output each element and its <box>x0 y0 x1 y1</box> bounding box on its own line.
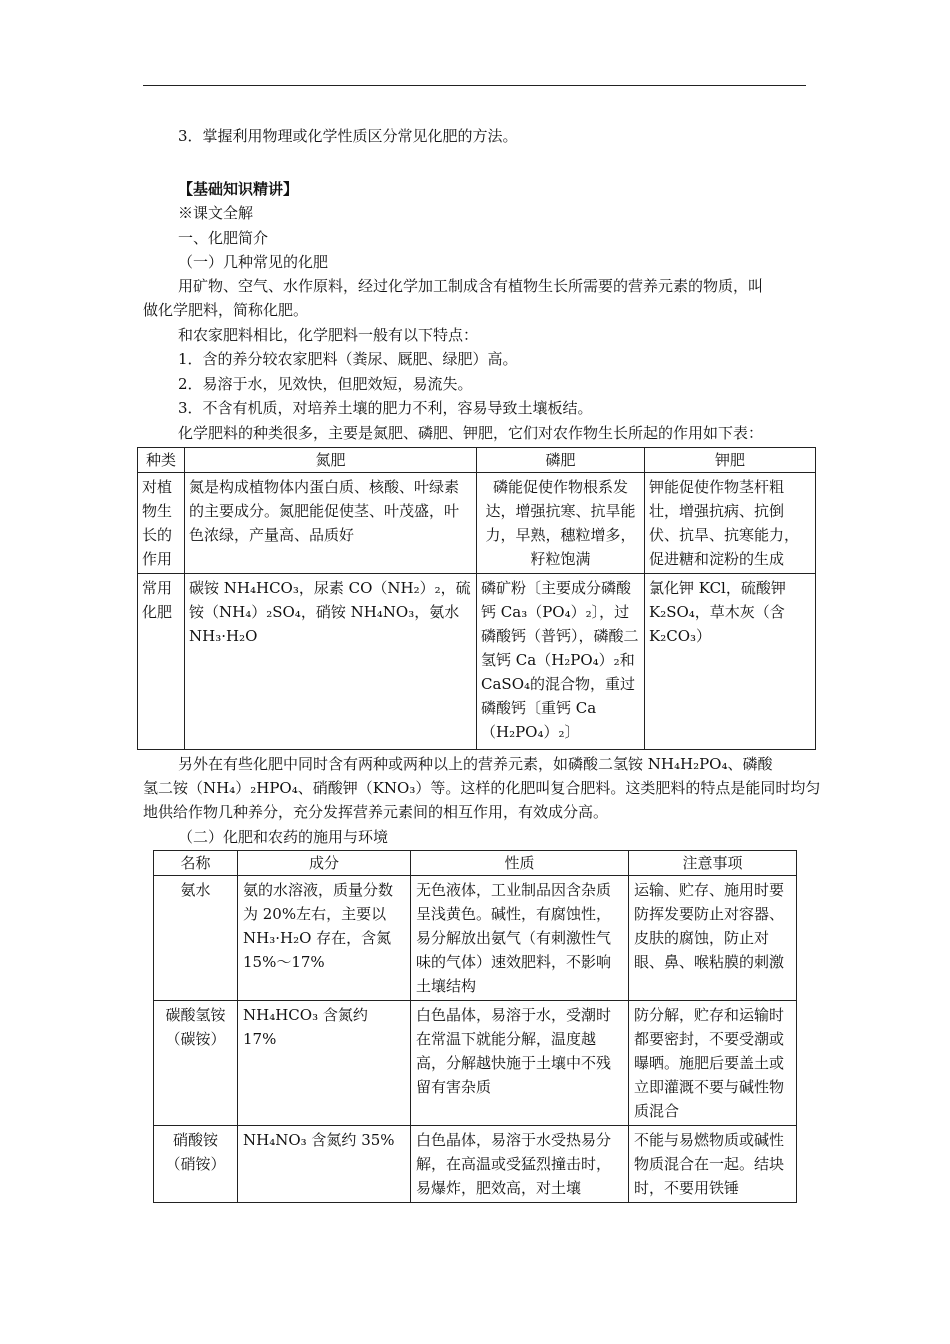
compound-line-2: 氢二铵（NH₄）₂HPO₄、硝酸钾（KNO₃）等。这样的化肥叫复合肥料。这类肥料的特点是能同时均匀 <box>143 779 821 797</box>
table1-header-row <box>138 448 816 473</box>
table2-component: NH₄NO₃ 含氮约 35% <box>238 1126 411 1203</box>
table1-phosphorus-role: 磷能促使作物根系发达，增强抗寒、抗旱能力，早熟，穗粒增多，籽粒饱满 <box>477 473 645 574</box>
table2-name: 硝酸铵（硝铵） <box>154 1126 238 1203</box>
compound-line-3: 地供给作物几种养分，充分发挥营养元素间的相互作用，有效成分高。 <box>143 803 609 821</box>
table2-property: 无色液体，工业制品因含杂质呈浅黄色。碱性，有腐蚀性，易分解放出氨气（有刺激性气味的气体）速效肥料，不影响土壤结构 <box>411 876 629 1001</box>
table1-phosphorus-common: 磷矿粉〔主要成分磷酸钙 Ca₃（PO₄）₂〕，过磷酸钙（普钙），磷酸二氢钙 Ca（H₂PO₄）₂和 CaSO₄的混合物，重过磷酸钙〔重钙 Ca（H₂PO₄）₂〕 <box>477 574 645 750</box>
part1-1-heading: （一）几种常见的化肥 <box>178 253 329 271</box>
table2-header-row <box>154 851 797 876</box>
part1-heading: 一、化肥简介 <box>178 229 269 247</box>
table1-row-common-label: 常用化肥 <box>138 574 185 750</box>
table1-row-role-label: 对植物生长的作用 <box>138 473 185 574</box>
table2-header-name: 名称 <box>154 851 238 876</box>
objective-3: 3．掌握利用物理或化学性质区分常见化肥的方法。 <box>178 127 518 145</box>
compound-line-1: 另外在有些化肥中同时含有两种或两种以上的营养元素，如磷酸二氢铵 NH₄H₂PO₄、磷酸 <box>178 755 773 773</box>
table2-component: NH₄HCO₃ 含氮约 17% <box>238 1001 411 1126</box>
feature-1: 1．含的养分较农家肥料（粪尿、厩肥、绿肥）高。 <box>178 350 518 368</box>
table2-name: 氨水 <box>154 876 238 1001</box>
table2-property: 白色晶体，易溶于水受热易分解，在高温或受猛烈撞击时，易爆炸，肥效高，对土壤 <box>411 1126 629 1203</box>
definition-line-2: 做化学肥料，简称化肥。 <box>143 301 309 319</box>
table2-header-notes: 注意事项 <box>629 851 797 876</box>
part1-2-heading: （二）化肥和农药的施用与环境 <box>178 828 389 846</box>
compare-line: 和农家肥料相比，化学肥料一般有以下特点： <box>178 326 479 344</box>
table2-header-component: 成分 <box>238 851 411 876</box>
section-heading: 【基础知识精讲】 <box>178 180 299 198</box>
table2-row <box>154 1126 797 1203</box>
sub-heading: ※课文全解 <box>178 204 254 222</box>
table1-potassium-common: 氯化钾 KCl，硫酸钾 K₂SO₄，草木灰（含 K₂CO₃） <box>645 574 816 750</box>
table1-row-role <box>138 473 816 574</box>
table2-row <box>154 876 797 1001</box>
header-rule <box>143 85 806 86</box>
table1-header-potassium: 钾肥 <box>645 448 816 473</box>
table1-nitrogen-role: 氮是构成植物体内蛋白质、核酸、叶绿素的主要成分。氮肥能促使茎、叶茂盛，叶色浓绿，产量高、品质好 <box>185 473 477 574</box>
table1-header-nitrogen: 氮肥 <box>185 448 477 473</box>
feature-2: 2．易溶于水，见效快，但肥效短，易流失。 <box>178 375 473 393</box>
table1-potassium-role: 钾能促使作物茎杆粗壮，增强抗病、抗倒伏、抗旱、抗寒能力，促进糖和淀粉的生成 <box>645 473 816 574</box>
feature-3: 3．不含有机质，对培养土壤的肥力不利，容易导致土壤板结。 <box>178 399 593 417</box>
table1-header-type: 种类 <box>138 448 185 473</box>
fertilizer-role-table <box>137 447 816 750</box>
table2-header-property: 性质 <box>411 851 629 876</box>
table1-intro: 化学肥料的种类很多，主要是氮肥、磷肥、钾肥，它们对农作物生长所起的作用如下表： <box>178 424 764 442</box>
table2-notes: 不能与易燃物质或碱性物质混合在一起。结块时，不要用铁锤 <box>629 1126 797 1203</box>
table2-notes: 防分解，贮存和运输时都要密封，不要受潮或曝晒。施肥后要盖土或立即灌溉不要与碱性物质混合 <box>629 1001 797 1126</box>
table2-component: 氨的水溶液，质量分数为 20%左右，主要以 NH₃·H₂O 存在，含氮 15%～17% <box>238 876 411 1001</box>
fertilizer-usage-table <box>153 850 797 1203</box>
table1-header-phosphorus: 磷肥 <box>477 448 645 473</box>
table2-property: 白色晶体，易溶于水，受潮时在常温下就能分解，温度越高，分解越快施于土壤中不残留有害杂质 <box>411 1001 629 1126</box>
table2-row <box>154 1001 797 1126</box>
definition-line-1: 用矿物、空气、水作原料，经过化学加工制成含有植物生长所需要的营养元素的物质，叫 <box>178 277 764 295</box>
table1-row-common <box>138 574 816 750</box>
table2-notes: 运输、贮存、施用时要防挥发要防止对容器、皮肤的腐蚀，防止对眼、鼻、喉粘膜的刺激 <box>629 876 797 1001</box>
table2-name: 碳酸氢铵（碳铵） <box>154 1001 238 1126</box>
table1-nitrogen-common: 碳铵 NH₄HCO₃，尿素 CO（NH₂）₂，硫铵（NH₄）₂SO₄，硝铵 NH₄NO₃，氨水 NH₃·H₂O <box>185 574 477 750</box>
